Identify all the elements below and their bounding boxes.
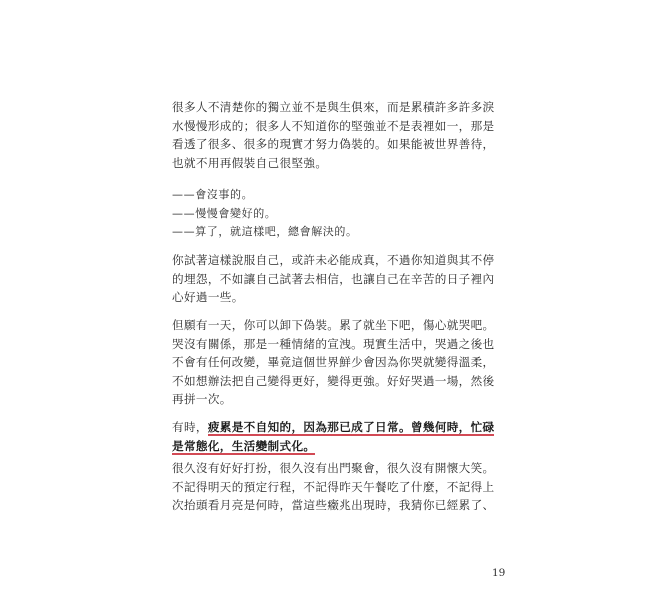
text-line: 不如想辦法把自己變得更好，變得更強。好好哭過一場，然後 [172,373,494,388]
text-line: ——慢慢會變好的。 [172,206,277,220]
text-line: 不會有任何改變，畢竟這個世界鮮少會因為你哭就變得溫柔， [172,355,494,370]
text-line: 的埋怨，不如讓自己試著去相信，也讓自己在辛苦的日子裡內 [172,271,494,286]
underlined-emphasis: 疲累是不自知的，因為那已成了日常。曾幾何時，忙碌 [207,420,494,434]
text-line [172,418,494,437]
underlined-emphasis: 是常態化，生活變制式化。 [172,438,316,453]
text-line: 哭沒有關係，那是一種情緒的宣洩。現實生活中，哭過之後也 [172,336,494,351]
paragraph-dash-quotes [172,186,494,242]
text-line: 很多人不清楚你的獨立並不是與生俱來，而是累積許多許多淚 [172,100,494,114]
text-prefix: 有時， [172,420,208,434]
text-line: 很久沒有好好打扮，很久沒有出門聚會，很久沒有開懷大笑。 [172,461,494,475]
text-line: 但願有一天，你可以卸下偽裝。累了就坐下吧，傷心就哭吧。 [172,318,494,332]
page-number: 19 [492,567,506,579]
paragraph-persuade [172,251,494,307]
text-line: 也就不用再假裝自己很堅強。 [172,155,328,170]
text-line: 看透了很多、很多的現實才努力偽裝的。如果能被世界善待， [172,137,494,152]
text-line: 水慢慢形成的；很多人不知道你的堅強並不是表裡如一，那是 [172,118,494,133]
text-line: 不記得明天的預定行程，不記得昨天午餐吃了什麼，不記得上 [172,479,494,494]
paragraph-highlighted [172,418,494,455]
text-line: 心好過一些。 [172,290,244,305]
paragraph-tired [172,459,494,515]
text-line: ——算了，就這樣吧，總會解決的。 [172,225,358,239]
paragraph-cry [172,316,494,409]
text-line: 次抬頭看月亮是何時，當這些癥兆出現時，我猜你已經累了、 [172,498,494,513]
text-line: ——會沒事的。 [172,188,254,201]
text-line: 再拼一次。 [172,392,232,407]
paragraph-independence [172,98,494,172]
text-line [172,437,494,456]
text-line: 你試著這樣說服自己，或許未必能成真，不過你知道與其不停 [172,253,494,267]
